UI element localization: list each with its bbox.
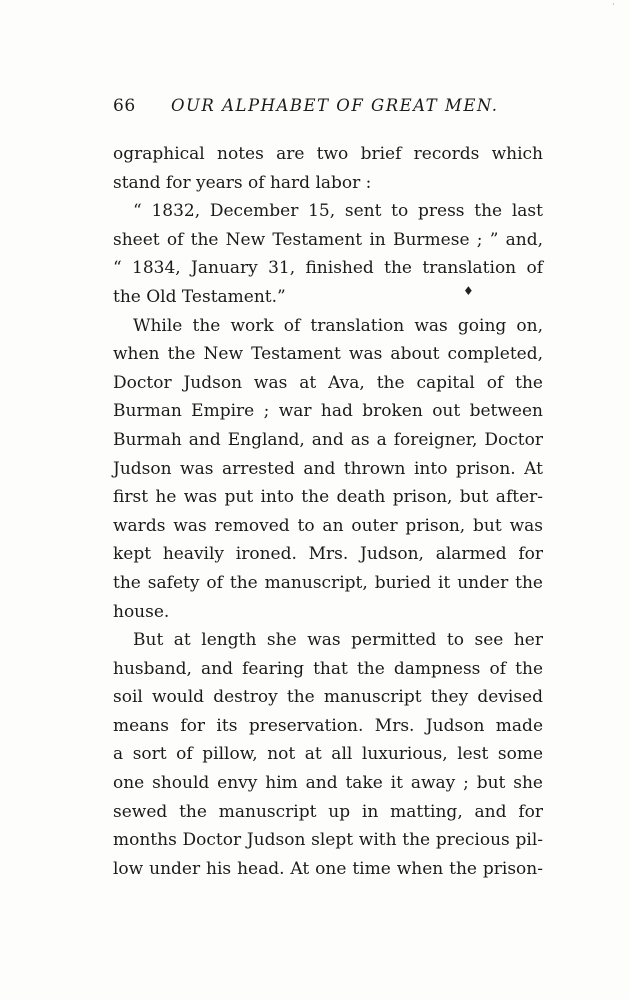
text-line: husband, and fearing that the dampness of the [113, 658, 543, 679]
running-title: OUR ALPHABET OF GREAT MEN. [171, 96, 499, 115]
text-line: “ 1834, January 31, finished the translation of [113, 258, 543, 279]
text-line: wards was removed to an outer prison, but was [113, 515, 543, 536]
text-line: house. [113, 601, 170, 622]
page-corner-speck: · [612, 0, 615, 10]
page-number: 66 [113, 96, 136, 116]
text-line: sewed the manuscript up in matting, and for [113, 801, 543, 822]
text-line: Judson was arrested and thrown into prison. At [113, 458, 543, 479]
text-line: kept heavily ironed. Mrs. Judson, alarmed for [113, 544, 543, 565]
text-line: sheet of the New Testament in Burmese ; ” and, [113, 229, 543, 250]
text-line: one should envy him and take it away ; but she [113, 773, 543, 794]
text-line: the safety of the manuscript, buried it under the [113, 572, 543, 593]
text-line: But at length she was permitted to see her [133, 630, 543, 651]
text-line: a sort of pillow, not at all luxurious, lest some [113, 744, 543, 765]
page-header [113, 96, 513, 120]
text-line: when the New Testament was about completed, [113, 344, 543, 365]
text-line: low under his head. At one time when the prison- [113, 858, 543, 879]
text-line: soil would destroy the manuscript they devised [113, 687, 543, 708]
text-line: ographical notes are two brief records which [113, 144, 543, 164]
text-line: Doctor Judson was at Ava, the capital of the [113, 372, 543, 393]
text-line: “ 1832, December 15, sent to press the last [133, 201, 543, 222]
text-line: first he was put into the death prison, but after- [113, 487, 543, 508]
text-line: the Old Testament.” [113, 286, 286, 307]
body-text [113, 140, 543, 883]
text-line: means for its preservation. Mrs. Judson made [113, 715, 543, 736]
ink-speck: ♦ [463, 284, 474, 298]
text-line: months Doctor Judson slept with the precious pil- [113, 830, 543, 851]
text-line: Burman Empire ; war had broken out between [113, 401, 543, 422]
text-line: While the work of translation was going on, [133, 315, 543, 336]
text-line: Burmah and England, and as a foreigner, Doctor [113, 429, 543, 450]
text-line: stand for years of hard labor : [113, 172, 372, 193]
